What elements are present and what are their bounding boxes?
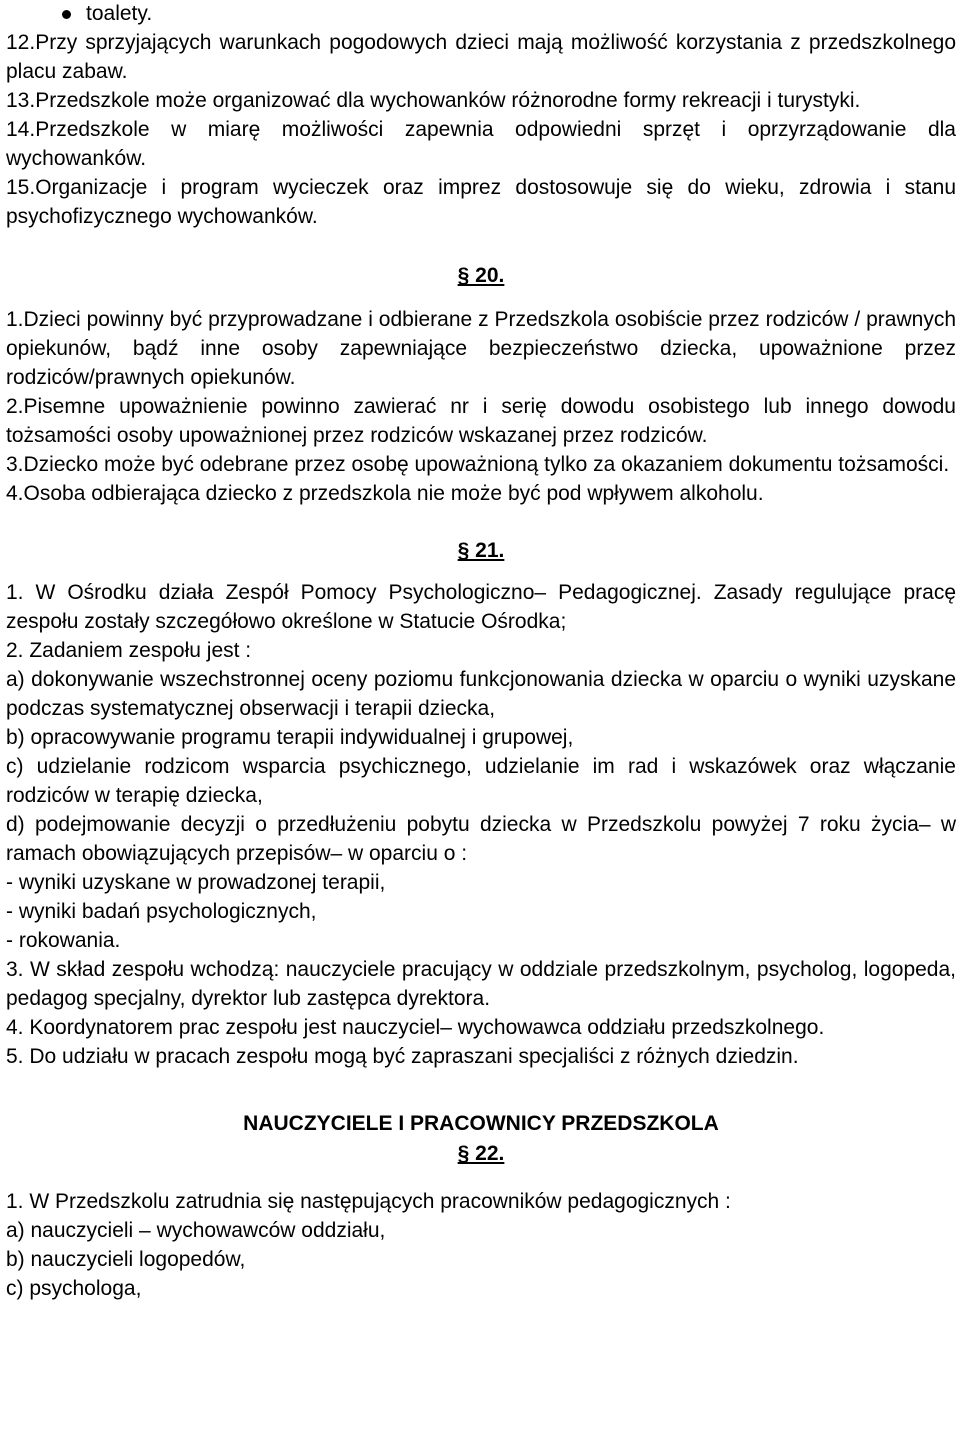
paragraph-21-2d: d) podejmowanie decyzji o przedłużeniu pobytu dziecka w Przedszkolu powyżej 7 roku życia– w ramach obowiązujących przepisów– w oparciu o : (6, 813, 956, 865)
paragraph-22-1c: c) psychologa, (6, 1277, 142, 1300)
list-item-dash-2: - wyniki badań psychologicznych, (6, 900, 317, 923)
list-item-dash-1: - wyniki uzyskane w prowadzonej terapii, (6, 871, 386, 894)
document-page (6, 0, 956, 1303)
paragraph-21-4: 4. Koordynatorem prac zespołu jest nauczyciel– wychowawca oddziału przedszkolnego. (6, 1016, 825, 1039)
paragraph-22-1b: b) nauczycieli logopedów, (6, 1248, 246, 1271)
paragraph-21-1: 1. W Ośrodku działa Zespół Pomocy Psychologiczno– Pedagogicznej. Zasady regulujące pracę zespołu zostały szczegółowo określone w Statucie Ośrodka; (6, 581, 956, 633)
paragraph-21-2b: b) opracowywanie programu terapii indywidualnej i grupowej, (6, 726, 574, 749)
paragraph-21-2: 2. Zadaniem zespołu jest : (6, 639, 252, 662)
paragraph-14: 14.Przedszkole w miarę możliwości zapewnia odpowiedni sprzęt i oprzyrządowanie dla wychowanków. (6, 118, 956, 170)
paragraph-12: 12.Przy sprzyjających warunkach pogodowych dzieci mają możliwość korzystania z przedszkolnego placu zabaw. (6, 31, 956, 83)
paragraph-13: 13.Przedszkole może organizować dla wychowanków różnorodne formy rekreacji i turystyki. (6, 89, 861, 112)
paragraph-20-1: 1.Dzieci powinny być przyprowadzane i odbierane z Przedszkola osobiście przez rodziców / prawnych opiekunów, bądź inne osoby zapewniające bezpieczeństwo dziecka, upoważnione przez rodziców/prawnych opiekunów. (6, 308, 956, 389)
bullet-text: toalety. (86, 2, 153, 25)
paragraph-22-1: 1. W Przedszkolu zatrudnia się następujących pracowników pedagogicznych : (6, 1190, 731, 1213)
section-21-heading: § 21. (457, 539, 505, 562)
list-item-dash-3: - rokowania. (6, 929, 121, 952)
paragraph-15: 15.Organizacje i program wycieczek oraz imprez dostosowuje się do wieku, zdrowia i stanu psychofizycznego wychowanków. (6, 176, 956, 228)
paragraph-20-4: 4.Osoba odbierająca dziecko z przedszkola nie może być pod wpływem alkoholu. (6, 482, 764, 505)
section-20-heading: § 20. (457, 264, 505, 287)
paragraph-21-5: 5. Do udziału w pracach zespołu mogą być zapraszani specjaliści z różnych dziedzin. (6, 1045, 799, 1068)
bullet-item (6, 0, 956, 28)
chapter-heading: NAUCZYCIELE I PRACOWNICY PRZEDSZKOLA (243, 1112, 719, 1135)
paragraph-20-3: 3.Dziecko może być odebrane przez osobę upoważnioną tylko za okazaniem dokumentu tożsamości. (6, 453, 950, 476)
paragraph-21-2c: c) udzielanie rodzicom wsparcia psychicznego, udzielanie im rad i wskazówek oraz włączanie rodziców w terapię dziecka, (6, 755, 956, 807)
paragraph-20-2: 2.Pisemne upoważnienie powinno zawierać nr i serię dowodu osobistego lub innego dowodu tożsamości osoby upoważnionej przez rodziców wskazanej przez rodziców. (6, 395, 956, 447)
section-22-heading: § 22. (457, 1142, 505, 1165)
bullet-dot-icon (62, 10, 71, 19)
paragraph-22-1a: a) nauczycieli – wychowawców oddziału, (6, 1219, 386, 1242)
paragraph-21-2a: a) dokonywanie wszechstronnej oceny poziomu funkcjonowania dziecka w oparciu o wyniki uzyskane podczas systematycznej obserwacji i terapii dziecka, (6, 668, 956, 720)
paragraph-21-3: 3. W skład zespołu wchodzą: nauczyciele pracujący w oddziale przedszkolnym, psycholog, logopeda, pedagog specjalny, dyrektor lub zastępca dyrektora. (6, 958, 956, 1010)
